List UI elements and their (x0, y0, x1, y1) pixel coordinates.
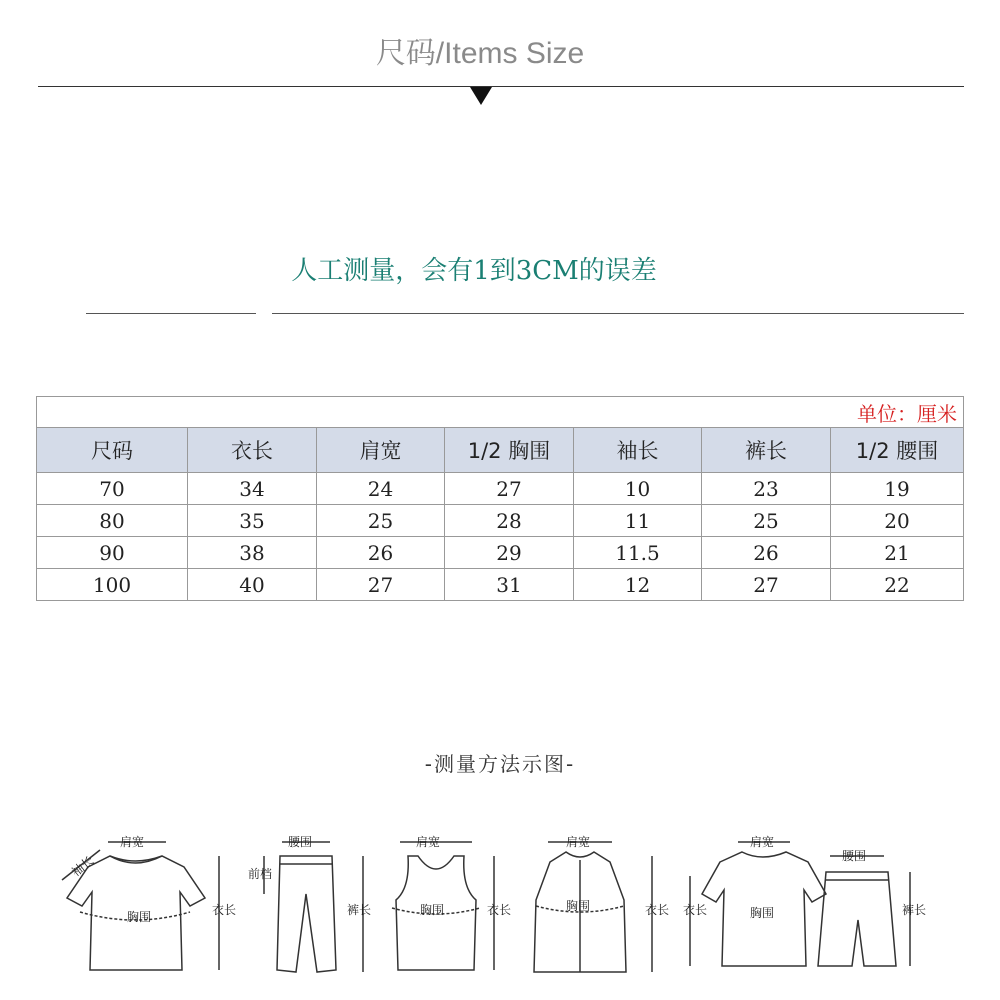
table-cell: 70 (37, 473, 188, 505)
table-row (37, 537, 964, 569)
table-cell: 24 (317, 473, 445, 505)
table-cell: 34 (188, 473, 317, 505)
shoulder-label: 肩宽 (750, 835, 775, 849)
chest-label: 胸围 (127, 910, 152, 924)
table-cell: 27 (317, 569, 445, 601)
waist-label: 腰围 (288, 835, 313, 849)
waist-label: 腰围 (842, 849, 867, 863)
jacket-figure (534, 834, 669, 972)
unit-label: 单位：厘米 (37, 397, 964, 428)
table-cell: 40 (188, 569, 317, 601)
table-cell: 22 (831, 569, 964, 601)
rise-label: 前档 (248, 867, 273, 881)
shoulder-label: 肩宽 (416, 835, 441, 849)
table-cell: 31 (445, 569, 574, 601)
table-cell: 29 (445, 537, 574, 569)
length-label: 衣长 (212, 903, 237, 917)
column-header: 尺码 (37, 428, 188, 473)
shoulder-label: 肩宽 (566, 835, 591, 849)
column-header: 袖长 (574, 428, 702, 473)
length-label: 衣长 (645, 903, 670, 917)
column-header: 裤长 (702, 428, 831, 473)
table-cell: 11 (574, 505, 702, 537)
note-divider-right (272, 313, 964, 314)
table-cell: 11.5 (574, 537, 702, 569)
table-cell: 28 (445, 505, 574, 537)
tshirt-figure (62, 834, 236, 970)
table-row (37, 505, 964, 537)
sleeve-label: 袖长 (69, 853, 97, 880)
page-title: 尺码/Items Size (375, 37, 585, 70)
chest-label: 胸围 (750, 906, 775, 920)
table-cell: 27 (702, 569, 831, 601)
chest-label: 胸围 (420, 903, 445, 917)
length-label: 衣长 (683, 903, 708, 917)
down-arrow-icon (470, 87, 492, 105)
column-header: 1/2 胸围 (445, 428, 574, 473)
header-divider (38, 86, 964, 87)
table-cell: 26 (702, 537, 831, 569)
measurement-diagram (0, 820, 1000, 1000)
table-cell: 100 (37, 569, 188, 601)
set-figure (683, 834, 926, 966)
table-cell: 12 (574, 569, 702, 601)
table-row (37, 569, 964, 601)
length-label: 衣长 (487, 903, 512, 917)
column-header: 1/2 腰围 (831, 428, 964, 473)
table-cell: 25 (317, 505, 445, 537)
note-divider-left (86, 313, 256, 314)
table-cell: 19 (831, 473, 964, 505)
table-cell: 26 (317, 537, 445, 569)
table-cell: 25 (702, 505, 831, 537)
table-cell: 35 (188, 505, 317, 537)
method-title: -测量方法示图- (424, 752, 576, 776)
unit-row (37, 397, 964, 428)
measurement-note: 人工测量，会有1到3CM的误差 (291, 256, 657, 286)
table-cell: 23 (702, 473, 831, 505)
pants-length-label: 裤长 (902, 903, 927, 917)
table-cell: 38 (188, 537, 317, 569)
column-header: 肩宽 (317, 428, 445, 473)
size-table (36, 396, 964, 601)
pants-length-label: 裤长 (347, 903, 372, 917)
table-cell: 21 (831, 537, 964, 569)
table-cell: 90 (37, 537, 188, 569)
table-cell: 10 (574, 473, 702, 505)
shoulder-label: 肩宽 (120, 835, 145, 849)
table-cell: 80 (37, 505, 188, 537)
table-header-row (37, 428, 964, 473)
table-cell: 20 (831, 505, 964, 537)
vest-figure (392, 834, 511, 970)
table-row (37, 473, 964, 505)
pants-figure (248, 835, 371, 972)
table-cell: 27 (445, 473, 574, 505)
column-header: 衣长 (188, 428, 317, 473)
chest-label: 胸围 (566, 899, 591, 913)
